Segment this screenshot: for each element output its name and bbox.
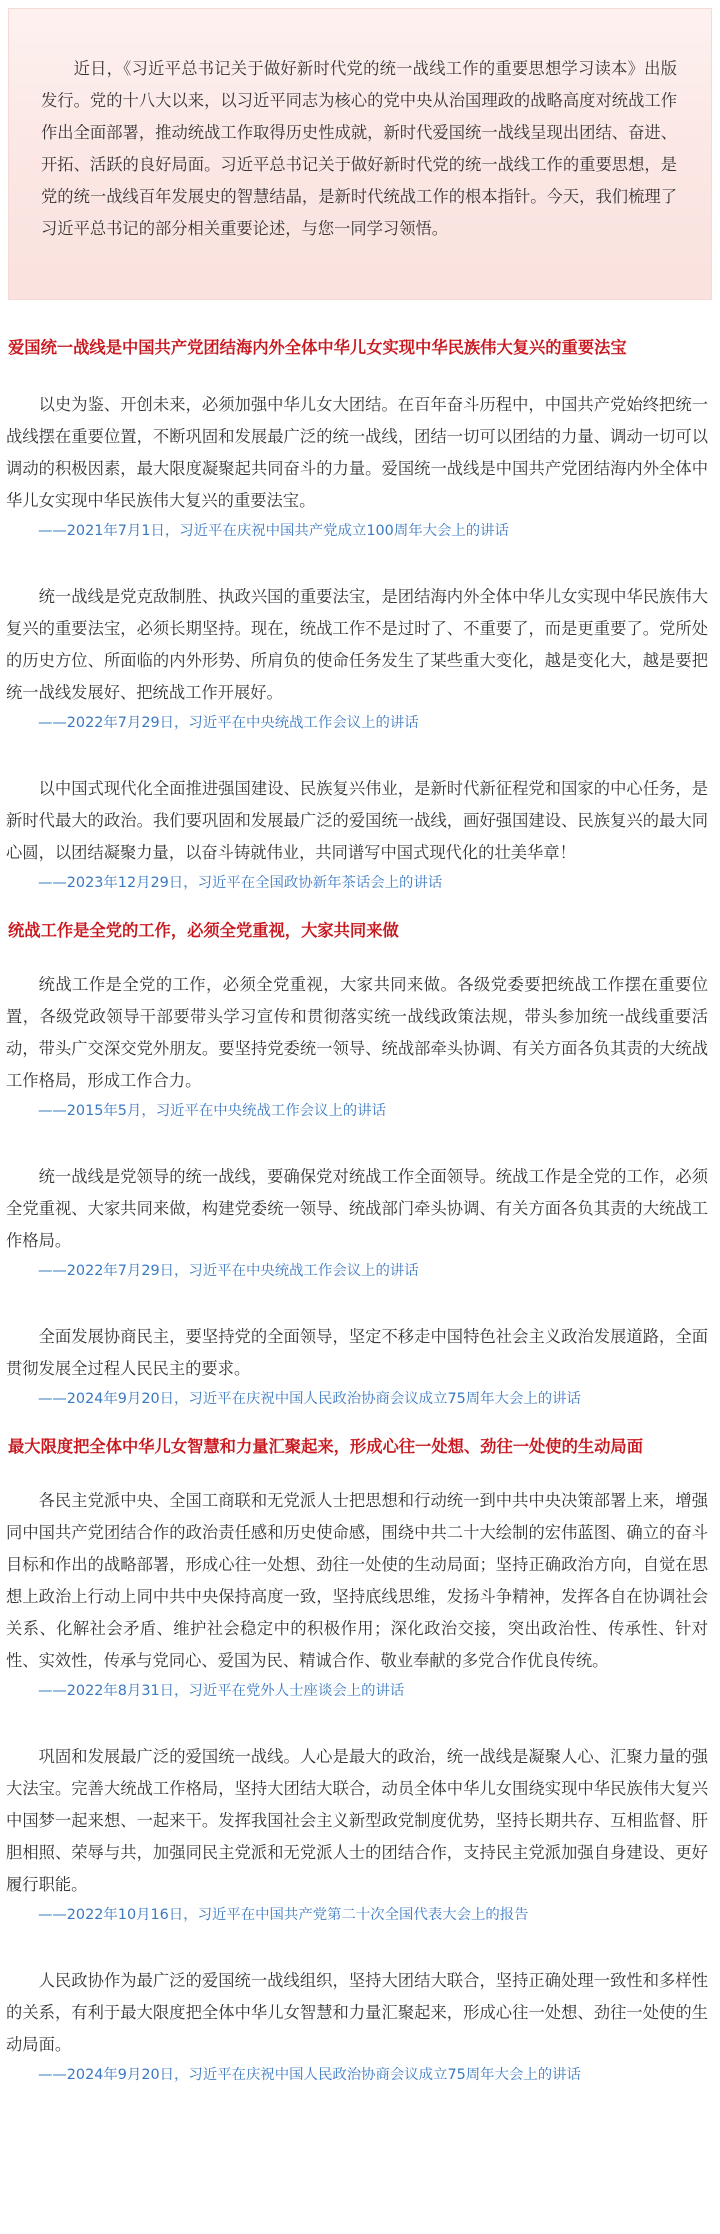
- quote-text: 统一战线是党克敌制胜、执政兴国的重要法宝，是团结海内外全体中华儿女实现中华民族伟大复兴的重要法宝，必须长期坚持。现在，统战工作不是过时了、不重要了，而是更重要了。党所处的历史方位、所面临的内外形势、所肩负的使命任务发生了某些重大变化，越是变化大，越是要把统一战线发展好、把统战工作开展好。: [6, 587, 708, 702]
- quote-source: ——2015年5月，习近平在中央统战工作会议上的讲话: [38, 1103, 386, 1119]
- quote-text: 巩固和发展最广泛的爱国统一战线。人心是最大的政治，统一战线是凝聚人心、汇聚力量的强大法宝。完善大统战工作格局，坚持大团结大联合，动员全体中华儿女围绕实现中华民族伟大复兴中国梦一起来想、一起来干。发挥我国社会主义新型政党制度优势，坚持长期共存、互相监督、肝胆相照、荣辱与共，加强同民主党派和无党派人士的团结合作，支持民主党派加强自身建设、更好履行职能。: [6, 1747, 708, 1894]
- intro-paragraph: 近日，《习近平总书记关于做好新时代党的统一战线工作的重要思想学习读本》出版发行。党的十八大以来，以习近平同志为核心的党中央从治国理政的战略高度对统战工作作出全面部署，推动统战工作取得历史性成就，新时代爱国统一战线呈现出团结、奋进、开拓、活跃的良好局面。习近平总书记关于做好新时代党的统一战线工作的重要思想，是党的统一战线百年发展史的智慧结晶，是新时代统战工作的根本指针。今天，我们梳理了习近平总书记的部分相关重要论述，与您一同学习领悟。: [41, 59, 677, 238]
- intro-box: [8, 8, 712, 300]
- section-title-1: 爱国统一战线是中国共产党团结海内外全体中华儿女实现中华民族伟大复兴的重要法宝: [8, 338, 627, 357]
- quote-source: ——2021年7月1日，习近平在庆祝中国共产党成立100周年大会上的讲话: [38, 523, 509, 539]
- quote-text: 人民政协作为最广泛的爱国统一战线组织，坚持大团结大联合，坚持正确处理一致性和多样性的关系，有利于最大限度把全体中华儿女智慧和力量汇聚起来，形成心往一处想、劲往一处使的生动局面。: [6, 1971, 708, 2054]
- quote-text: 统战工作是全党的工作，必须全党重视，大家共同来做。各级党委要把统战工作摆在重要位置，各级党政领导干部要带头学习宣传和贯彻落实统一战线政策法规，带头参加统一战线重要活动，带头广交深交党外朋友。要坚持党委统一领导、统战部牵头协调、有关方面各负其责的大统战工作格局，形成工作合力。: [6, 975, 708, 1090]
- quote-text: 全面发展协商民主，要坚持党的全面领导，坚定不移走中国特色社会主义政治发展道路，全面贯彻发展全过程人民民主的要求。: [6, 1327, 708, 1378]
- quote-text: 以中国式现代化全面推进强国建设、民族复兴伟业，是新时代新征程党和国家的中心任务，是新时代最大的政治。我们要巩固和发展最广泛的爱国统一战线，画好强国建设、民族复兴的最大同心圆，以团结凝聚力量，以奋斗铸就伟业，共同谱写中国式现代化的壮美华章！: [6, 779, 708, 862]
- quote-text: 统一战线是党领导的统一战线，要确保党对统战工作全面领导。统战工作是全党的工作，必须全党重视、大家共同来做，构建党委统一领导、统战部门牵头协调、有关方面各负其责的大统战工作格局。: [6, 1167, 708, 1250]
- quote-source: ——2022年7月29日，习近平在中央统战工作会议上的讲话: [38, 715, 419, 731]
- section-title-2: 统战工作是全党的工作，必须全党重视，大家共同来做: [8, 921, 399, 940]
- quote-source: ——2024年9月20日，习近平在庆祝中国人民政治协商会议成立75周年大会上的讲话: [38, 1391, 581, 1407]
- quote-source: ——2022年10月16日，习近平在中国共产党第二十次全国代表大会上的报告: [38, 1907, 529, 1923]
- quote-text: 各民主党派中央、全国工商联和无党派人士把思想和行动统一到中共中央决策部署上来，增强同中国共产党团结合作的政治责任感和历史使命感，围绕中共二十大绘制的宏伟蓝图、确立的奋斗目标和作出的战略部署，形成心往一处想、劲往一处使的生动局面；坚持正确政治方向，自觉在思想上政治上行动上同中共中央保持高度一致，坚持底线思维，发扬斗争精神，发挥各自在协调社会关系、化解社会矛盾、维护社会稳定中的积极作用；深化政治交接，突出政治性、传承性、针对性、实效性，传承与党同心、爱国为民、精诚合作、敬业奉献的多党合作优良传统。: [6, 1491, 708, 1670]
- section-title-3: 最大限度把全体中华儿女智慧和力量汇聚起来，形成心往一处想、劲往一处使的生动局面: [8, 1437, 643, 1456]
- quote-source: ——2022年8月31日，习近平在党外人士座谈会上的讲话: [38, 1683, 405, 1699]
- quote-source: ——2022年7月29日，习近平在中央统战工作会议上的讲话: [38, 1263, 419, 1279]
- article: [0, 8, 720, 2089]
- quote-text: 以史为鉴、开创未来，必须加强中华儿女大团结。在百年奋斗历程中，中国共产党始终把统一战线摆在重要位置，不断巩固和发展最广泛的统一战线，团结一切可以团结的力量、调动一切可以调动的积极因素，最大限度凝聚起共同奋斗的力量。爱国统一战线是中国共产党团结海内外全体中华儿女实现中华民族伟大复兴的重要法宝。: [6, 395, 708, 510]
- quote-source: ——2023年12月29日，习近平在全国政协新年茶话会上的讲话: [38, 875, 443, 891]
- quote-source: ——2024年9月20日，习近平在庆祝中国人民政治协商会议成立75周年大会上的讲话: [38, 2067, 581, 2083]
